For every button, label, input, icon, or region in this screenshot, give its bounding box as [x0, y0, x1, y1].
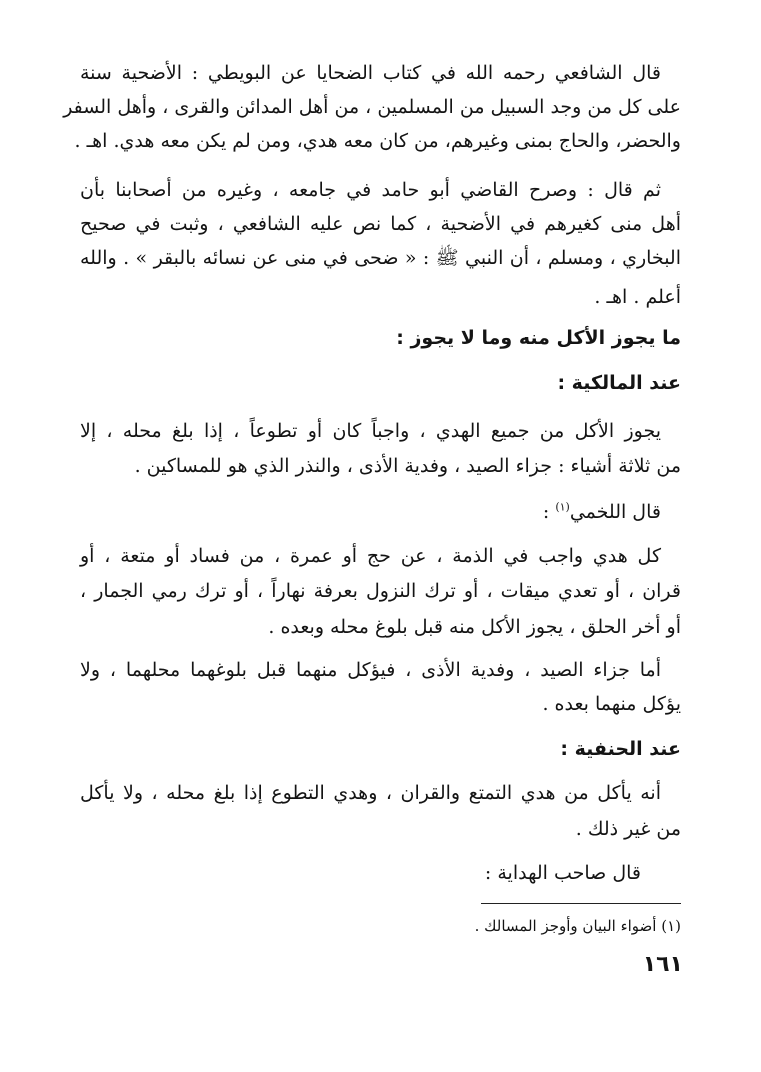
section-heading: ما يجوز الأكل منه وما لا يجوز : — [396, 327, 681, 349]
text-line — [543, 497, 661, 527]
footnote-ref: (١) — [555, 500, 570, 514]
text-line: يؤكل منهما بعده . — [542, 693, 681, 715]
text-line: أهل منى كغيرهم في الأضحية ، كما نص عليه الشافعي ، وثبت في صحيح — [80, 213, 681, 235]
text-line: ثم قال : وصرح القاضي أبو حامد في جامعه ، وغيره من أصحابنا بأن — [80, 179, 661, 201]
text-line: قال الشافعي رحمه الله في كتاب الضحايا عن البويطي : الأضحية سنة — [80, 62, 661, 84]
footnote: (١) أضواء البيان وأوجز المسالك . — [474, 917, 681, 935]
text-line: من غير ذلك . — [575, 818, 681, 840]
text-line: أما جزاء الصيد ، وفدية الأذى ، فيؤكل منهما قبل بلوغهما محلهما ، ولا — [80, 659, 661, 681]
text-line: قران ، أو تعدي ميقات ، أو ترك النزول بعرفة نهاراً ، أو ترك رمي الجمار ، — [80, 580, 681, 602]
text-line: أعلم . اهـ . — [594, 286, 681, 308]
text-line: والحضر، والحاج بمنى وغيرهم، من كان معه هدي، ومن لم يكن معه هدي. اهـ . — [74, 130, 681, 152]
footnote-separator — [481, 903, 681, 904]
colon: : — [542, 501, 556, 523]
page-number: ١٦١ — [642, 952, 683, 977]
text-line: يجوز الأكل من جميع الهدي ، واجباً كان أو تطوعاً ، إذا بلغ محله ، إلا — [80, 420, 661, 442]
section-heading: عند المالكية : — [557, 372, 681, 394]
text-line: كل هدي واجب في الذمة ، عن حج أو عمرة ، من فساد أو متعة ، أو — [80, 545, 661, 567]
quote-intro: قال اللخمي — [569, 501, 661, 523]
text-line: قال صاحب الهداية : — [484, 862, 641, 884]
text-line: البخاري ، ومسلم ، أن النبي ﷺ : « ضحى في منى عن نسائه بالبقر » . والله — [80, 247, 682, 269]
text-line: من ثلاثة أشياء : جزاء الصيد ، وفدية الأذى ، والنذر الذي هو للمساكين . — [134, 455, 681, 477]
text-line: على كل من وجد السبيل من المسلمين ، من أهل المدائن والقرى ، وأهل السفر — [63, 96, 681, 118]
section-heading: عند الحنفية : — [560, 738, 681, 760]
text-line: أنه يأكل من هدي التمتع والقران ، وهدي التطوع إذا بلغ محله ، ولا يأكل — [80, 782, 661, 804]
text-line: أو أخر الحلق ، يجوز الأكل منه قبل بلوغ محله وبعده . — [268, 616, 681, 638]
